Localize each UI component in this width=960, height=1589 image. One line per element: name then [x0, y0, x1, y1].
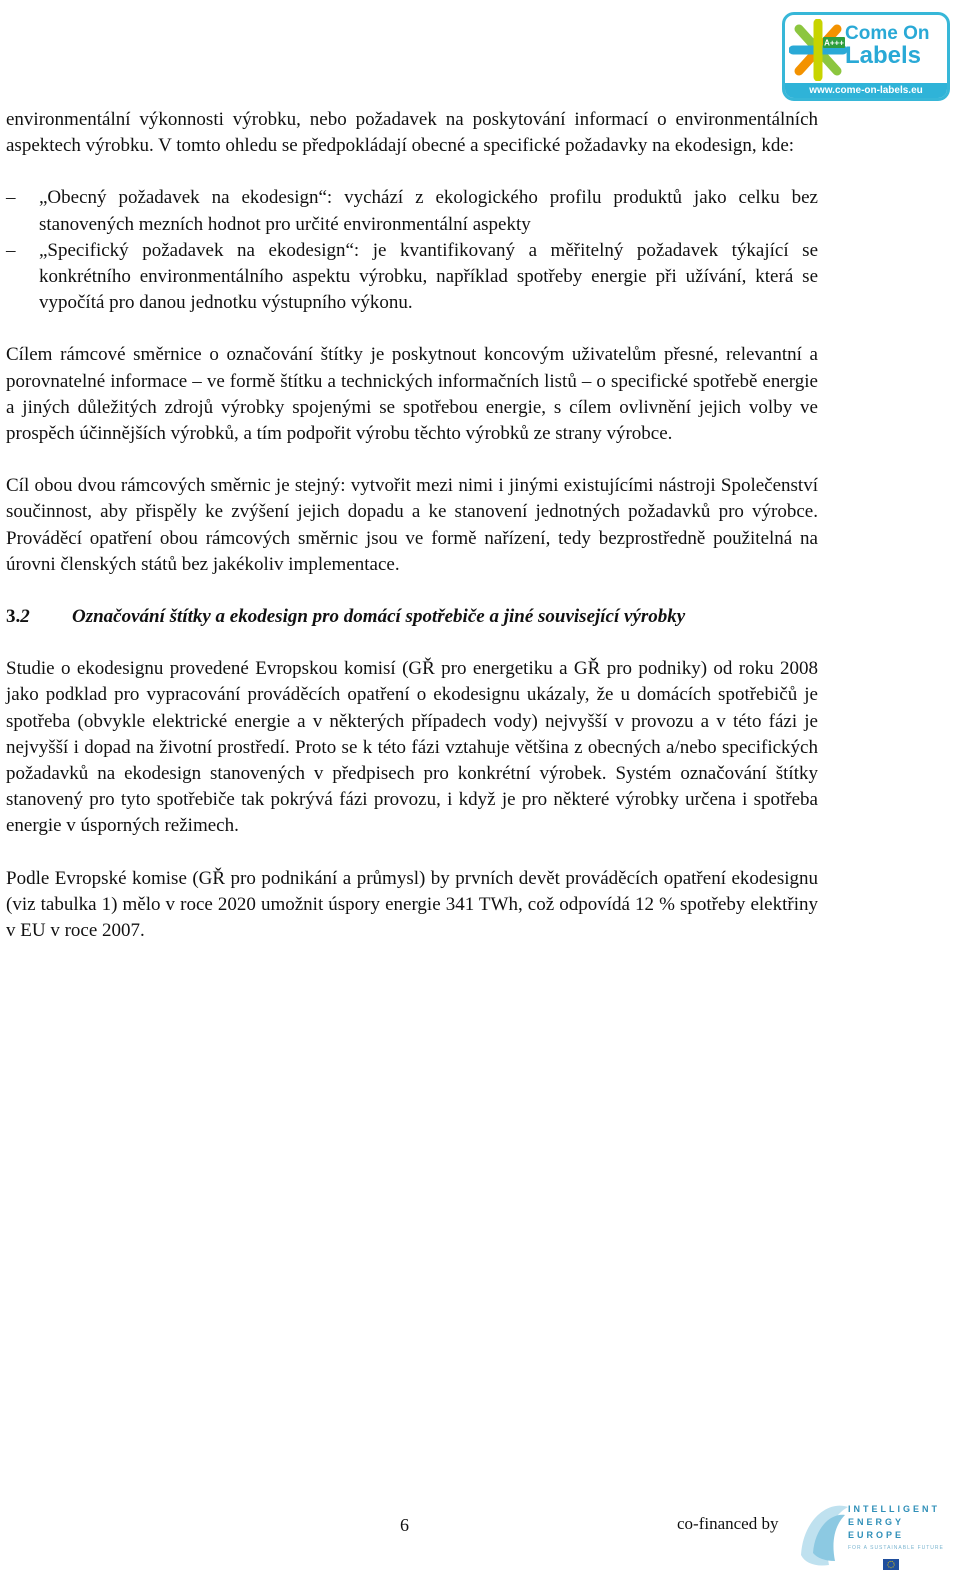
eu-flag-icon [883, 1559, 899, 1570]
cofinanced-label: co-financed by [677, 1514, 779, 1533]
iee-tagline: FOR A SUSTAINABLE FUTURE [848, 1545, 944, 1551]
labels-star-icon [789, 19, 849, 81]
list-dash: – [6, 187, 16, 209]
list-item [6, 238, 818, 317]
iee-wordmark: INTELLIGENT ENERGY EUROPE [848, 1504, 940, 1540]
requirements-list [6, 185, 818, 316]
document-body [6, 107, 818, 944]
section-heading [6, 604, 818, 630]
intro-paragraph: environmentální výkonnosti výrobku, nebo požadavek na poskytování informací o environmentálních aspektech výrobku. V tomto ohledu se předpokládají obecné a specifické požadavky na ekodesign, kde: [6, 109, 818, 157]
list-item-text: „Obecný požadavek na ekodesign“: vychází z ekologického profilu produktů jako celku bez stanovených mezních hodnot pro určité environmentální aspekty [39, 187, 818, 235]
logo-url: www.come-on-labels.eu [785, 83, 947, 98]
list-dash: – [6, 239, 16, 261]
page-number: 6 [400, 1515, 409, 1535]
logo-title: Come On Labels [845, 23, 930, 69]
directives-paragraph: Cíl obou dvou rámcových směrnic je stejný: vytvořit mezi nimi i jinými existujícími nástroji Společenství součinnost, aby přispěly ke zvýšení jejich dopadu a ke stanovení jednotných požadavků pro výrobce. Prováděcí opatření obou rámcových směrnic jsou ve formě nařízení, tedy bezprostředně použitelná na úrovni členských států bez jakékoliv implementace. [6, 475, 818, 575]
come-on-labels-logo [782, 12, 950, 101]
energy-class-badge: A+++ [824, 38, 844, 48]
list-item-text: „Specifický požadavek na ekodesign“: je kvantifikovaný a měřitelný požadavek týkající se konkrétního environmentálního aspektu výrobku, například spotřeby energie při užívání, která se vypočítá pro danou jednotku výstupního výkonu. [39, 239, 818, 314]
ecodesign-studies-paragraph: Studie o ekodesignu provedené Evropskou komisí (GŘ pro energetiku a GŘ pro podniky) od roku 2008 jako podklad pro vypracování prováděcích opatření o ekodesignu ukázaly, že u domácích spotřebičů je spotřeba (obvykle elektrické energie a v některých případech vody) nejvyšší v provozu a v této fázi je nejvyšší i dopad na životní prostředí. Proto se k této fázi vztahuje většina z obecných a/nebo specifických požadavků na ekodesign stanovených v předpisech pro konkrétní výrobek. Systém označování štítky stanovený pro tyto spotřebiče tak pokrývá fázi provozu, i když je pro některé výrobky určena i spotřeba energie v úsporných režimech. [6, 658, 818, 837]
labelling-paragraph: Cílem rámcové směrnice o označování štítky je poskytnout koncovým uživatelům přesné, relevantní a porovnatelné informace – ve formě štítku a technických informačních listů – o specifické spotřebě energie a jiných důležitých zdrojů výrobky spojenými se spotřebou energie, s cílem ovlivnění jejich volby ve prospěch účinnějších výrobků, a tím podpořit výrobu těchto výrobků ze strany výrobce. [6, 344, 818, 445]
section-title: Označování štítky a ekodesign pro domácí spotřebiče a jiné související výrobky [72, 606, 686, 628]
section-number: 3.2 [6, 606, 30, 628]
energy-savings-paragraph: Podle Evropské komise (GŘ pro podnikání a průmysl) by prvních devět prováděcích opatření ekodesignu (viz tabulka 1) mělo v roce 2020 umožnit úspory energie 341 TWh, což odpovídá 12 % spotřeby elektřiny v EU v roce 2007. [6, 867, 818, 942]
list-item [6, 185, 818, 237]
